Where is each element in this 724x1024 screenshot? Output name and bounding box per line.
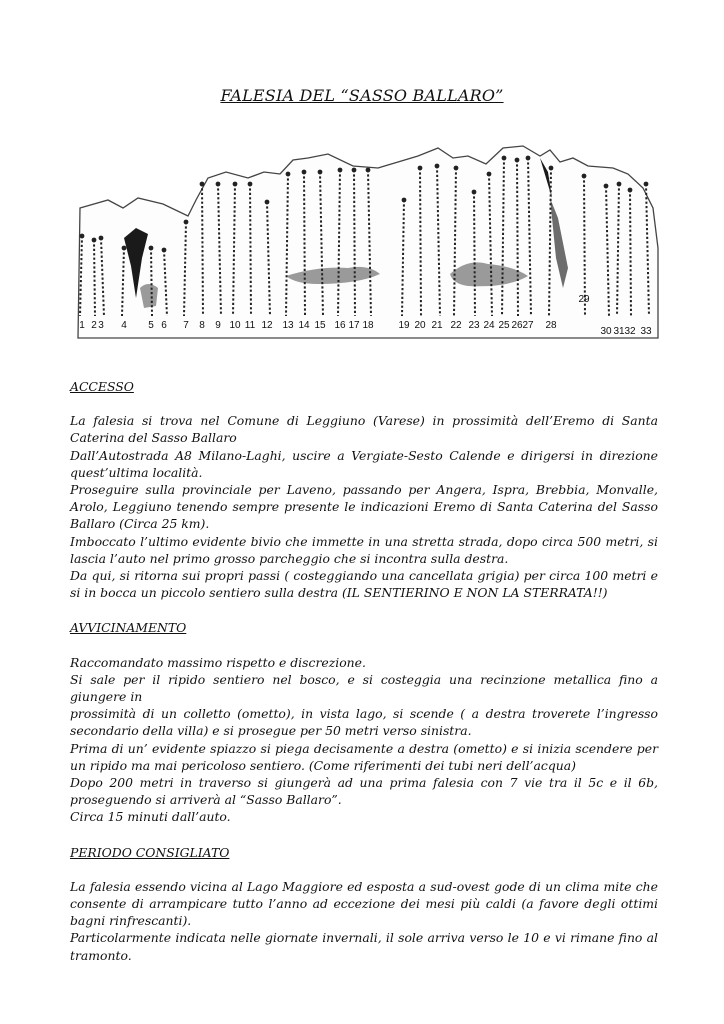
route-number-13: 13 — [282, 320, 294, 331]
route-number-6: 6 — [161, 320, 167, 331]
route-number-25: 25 — [498, 320, 510, 331]
paragraph: Raccomandato massimo rispetto e discrezione. — [70, 654, 366, 670]
route-number-29: 29 — [578, 294, 590, 305]
route-anchor-31 — [617, 182, 622, 187]
route-anchor-24 — [487, 172, 492, 177]
route-anchor-3 — [99, 236, 104, 241]
route-number-22: 22 — [450, 320, 462, 331]
route-anchor-14 — [302, 170, 307, 175]
route-anchor-25 — [502, 156, 507, 161]
route-number-3: 3 — [98, 320, 104, 331]
paragraph: Proseguire sulla provinciale per Laveno, passando per Angera, Ispra, Brebbia, Monvalle, Arolo, Leggiuno tenendo sempre presente le indicazioni Eremo di Santa Caterina del Sasso Ballaro (Circa 25 km). — [70, 482, 658, 532]
paragraph: Particolarmente indicata nelle giornate invernali, il sole arriva verso le 10 e vi rimane fino al tramonto. — [70, 930, 658, 963]
route-number-4: 4 — [121, 320, 127, 331]
route-anchor-5 — [149, 246, 154, 251]
route-number-19: 19 — [398, 320, 410, 331]
route-anchor-33 — [644, 182, 649, 187]
route-anchor-30 — [604, 184, 609, 189]
route-anchor-15 — [318, 170, 323, 175]
route-number-24: 24 — [483, 320, 495, 331]
route-anchor-13 — [286, 172, 291, 177]
route-number-32: 32 — [624, 326, 636, 337]
route-number-16: 16 — [334, 320, 346, 331]
paragraph: Circa 15 minuti dall’auto. — [70, 809, 231, 825]
route-anchor-4 — [122, 246, 127, 251]
route-anchor-29 — [582, 174, 587, 179]
route-number-5: 5 — [148, 320, 154, 331]
route-anchor-12 — [265, 200, 270, 205]
route-number-30: 30 — [600, 326, 612, 337]
section-heading: AVVICINAMENTO — [70, 620, 187, 636]
route-anchor-8 — [200, 182, 205, 187]
route-anchor-27 — [526, 156, 531, 161]
route-anchor-26 — [515, 158, 520, 163]
route-number-21: 21 — [431, 320, 443, 331]
route-number-8: 8 — [199, 320, 205, 331]
route-number-9: 9 — [215, 320, 221, 331]
route-anchor-17 — [352, 168, 357, 173]
route-anchor-28 — [549, 166, 554, 171]
route-number-18: 18 — [362, 320, 374, 331]
route-number-20: 20 — [414, 320, 426, 331]
paragraph: Prima di un’ evidente spiazzo si piega decisamente a destra (ometto) e si inizia scendere per un ripido ma mai pericoloso sentiero. (Come riferimenti dei tubi neri dell’acqua) — [70, 740, 658, 773]
paragraph: Si sale per il ripido sentiero nel bosco, e si costeggia una recinzione metallica fino a giungere in — [70, 671, 658, 705]
route-anchor-16 — [338, 168, 343, 173]
route-anchor-21 — [435, 164, 440, 169]
page-title: FALESIA DEL “SASSO BALLARO” — [220, 86, 504, 105]
paragraph: Dopo 200 metri in traverso si giungerà ad una prima falesia con 7 vie tra il 5c e il 6b, proseguendo si arriverà al “Sasso Ballaro”. — [70, 775, 658, 808]
route-anchor-7 — [184, 220, 189, 225]
route-anchor-10 — [233, 182, 238, 187]
route-number-14: 14 — [298, 320, 310, 331]
route-number-15: 15 — [314, 320, 326, 331]
route-anchor-1 — [80, 234, 85, 239]
crag-topo-diagram — [68, 138, 668, 348]
section-heading: ACCESSO — [70, 379, 134, 394]
route-anchor-18 — [366, 168, 371, 173]
route-number-28: 28 — [545, 320, 557, 331]
route-number-27: 27 — [522, 320, 534, 331]
paragraph: prossimità di un colletto (ometto), in vista lago, si scende ( a destra troverete l’ingresso secondario della villa) e si prosegue per 50 metri verso sinistra. — [70, 706, 658, 739]
route-anchor-2 — [92, 238, 97, 243]
route-line-32 — [630, 190, 631, 316]
route-number-10: 10 — [229, 320, 241, 331]
route-number-7: 7 — [183, 320, 189, 331]
route-number-17: 17 — [348, 320, 360, 331]
paragraph: La falesia essendo vicina al Lago Maggiore ed esposta a sud-ovest gode di un clima mite che consente di arrampicare tutto l’anno ad eccezione dei mesi più caldi (a favore degli ottimi bagni rinfrescanti). — [70, 878, 658, 929]
document-body — [70, 378, 658, 982]
section-avvicinamento — [70, 619, 658, 825]
route-anchor-23 — [472, 190, 477, 195]
route-anchor-22 — [454, 166, 459, 171]
route-number-2: 2 — [91, 320, 97, 331]
route-anchor-19 — [402, 198, 407, 203]
route-anchor-6 — [162, 248, 167, 253]
paragraph: Da qui, si ritorna sui propri passi ( costeggiando una cancellata grigia) per circa 100 metri e si in bocca un piccolo sentiero sulla destra (IL SENTIERINO E NON LA STERRATA!!) — [70, 568, 658, 601]
paragraph: Dall’Autostrada A8 Milano-Laghi, uscire a Vergiate-Sesto Calende e dirigersi in direzione quest’ultima località. — [70, 447, 658, 480]
route-number-33: 33 — [640, 326, 652, 337]
route-number-12: 12 — [261, 320, 273, 331]
route-anchor-11 — [248, 182, 253, 187]
route-anchor-20 — [418, 166, 423, 171]
route-number-26: 26 — [511, 320, 523, 331]
section-periodo-consigliato — [70, 844, 658, 964]
section-accesso — [70, 378, 658, 601]
paragraph: Imboccato l’ultimo evidente bivio che immette in una stretta strada, dopo circa 500 metri, si lascia l’auto nel primo grosso parcheggio che si incontra sulla destra. — [70, 533, 658, 566]
route-number-11: 11 — [244, 320, 256, 331]
paragraph: La falesia si trova nel Comune di Leggiuno (Varese) in prossimità dell’Eremo di Santa Caterina del Sasso Ballaro — [70, 413, 658, 446]
route-number-23: 23 — [468, 320, 480, 331]
route-anchor-32 — [628, 188, 633, 193]
route-number-1: 1 — [79, 320, 85, 331]
route-anchor-9 — [216, 182, 221, 187]
route-number-31: 31 — [613, 326, 625, 337]
section-heading: PERIODO CONSIGLIATO — [70, 844, 230, 860]
